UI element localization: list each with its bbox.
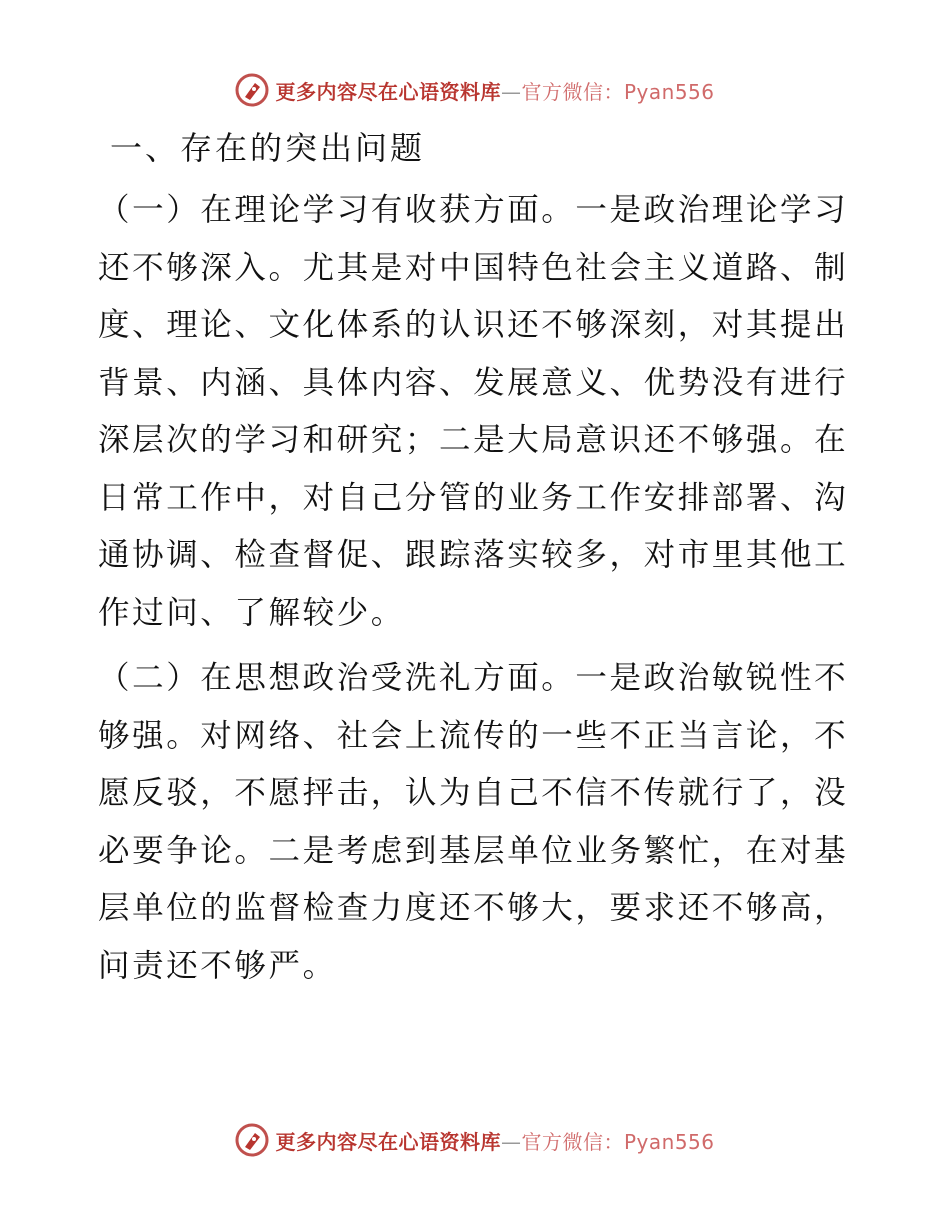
document-body xyxy=(98,120,858,1003)
paragraph-2: （二）在思想政治受洗礼方面。一是政治敏锐性不够强。对网络、社会上流传的一些不正当言论，不愿反驳，不愿抨击，认为自己不信不传就行了，没必要争论。二是考虑到基层单位业务繁忙，在对基层单位的监督检查力度还不够大，要求还不够高，问责还不够严。 xyxy=(98,660,849,984)
pen-nib-logo-icon xyxy=(235,1123,269,1157)
header-watermark xyxy=(0,68,950,112)
watermark-text: 更多内容尽在心语资料库—官方微信：Pyan556 xyxy=(275,79,715,104)
pen-nib-logo-icon xyxy=(235,73,269,107)
section-heading: 一、存在的突出问题 xyxy=(110,129,426,167)
footer-watermark xyxy=(0,1118,950,1162)
watermark-text: 更多内容尽在心语资料库—官方微信：Pyan556 xyxy=(275,1129,715,1154)
paragraph-1: （一）在理论学习有收获方面。一是政治理论学习还不够深入。尤其是对中国特色社会主义道路、制度、理论、文化体系的认识还不够深刻，对其提出背景、内涵、具体内容、发展意义、优势没有进行深层次的学习和研究；二是大局意识还不够强。在日常工作中，对自己分管的业务工作安排部署、沟通协调、检查督促、跟踪落实较多，对市里其他工作过问、了解较少。 xyxy=(98,192,849,631)
